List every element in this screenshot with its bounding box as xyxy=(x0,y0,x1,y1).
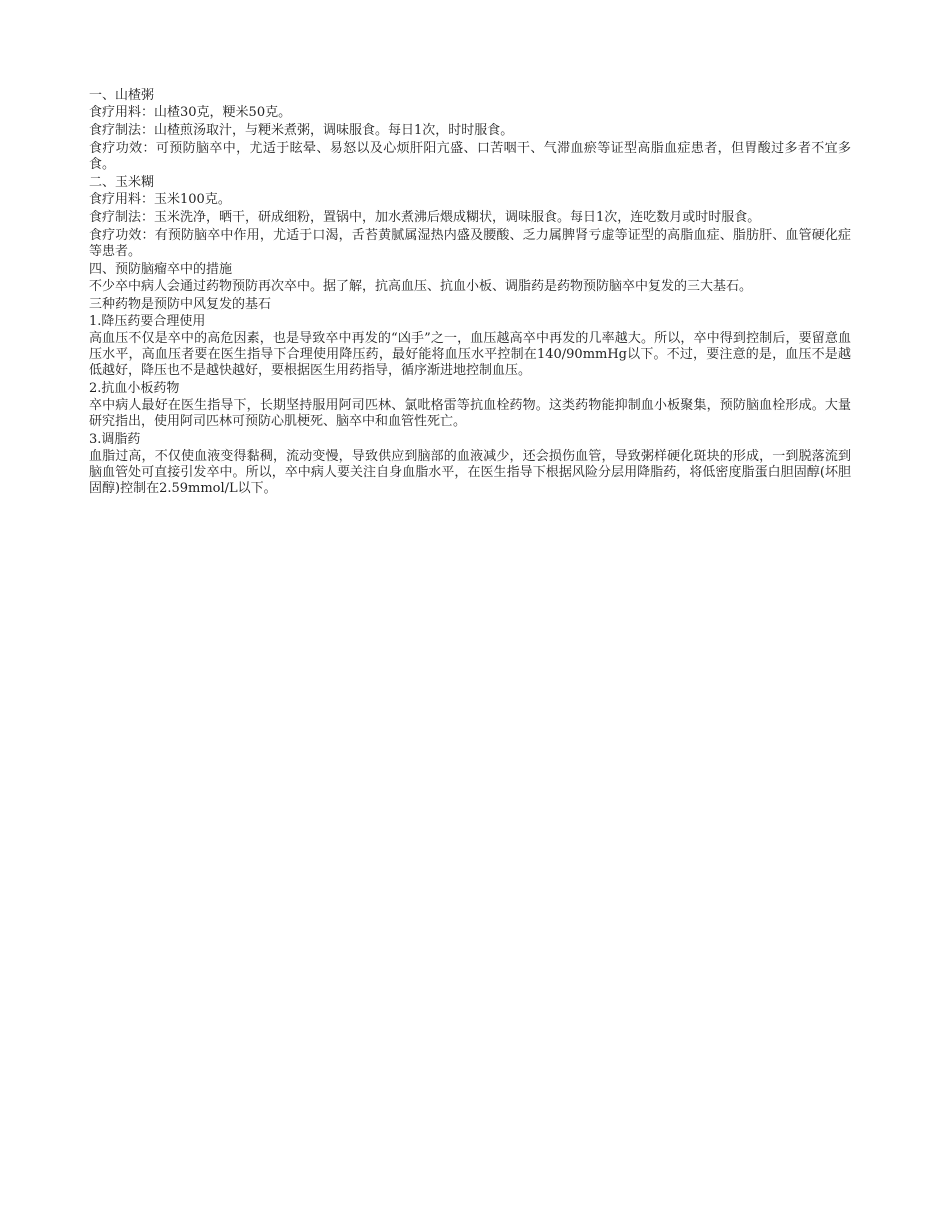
section-heading-hawthorn-porridge: 一、山楂粥 xyxy=(89,88,155,103)
paragraph-prevention-intro: 不少卒中病人会通过药物预防再次卒中。据了解，抗高血压、抗血小板、调脂药是药物预防脑卒中复发的三大基石。 xyxy=(89,279,753,294)
paragraph-corn-effect: 食疗功效：有预防脑卒中作用，尤适于口渴，舌苔黄腻属湿热内盛及腰酸、乏力属脾肾亏虚等证型的高脂血症、脂肪肝、血管硬化症等患者。 xyxy=(89,228,851,259)
paragraph-antiplatelet: 卒中病人最好在医生指导下，长期坚持服用阿司匹林、氯吡格雷等抗血栓药物。这类药物能抑制血小板聚集，预防脑血栓形成。大量研究指出，使用阿司匹林可预防心肌梗死、脑卒中和血管性死亡。 xyxy=(89,398,851,429)
paragraph-hawthorn-ingredients: 食疗用料：山楂30克，粳米50克。 xyxy=(89,105,292,120)
paragraph-lipid-lowering: 血脂过高，不仅使血液变得黏稠，流动变慢，导致供应到脑部的血液减少，还会损伤血管，导致粥样硬化斑块的形成，一到脱落流到脑血管处可直接引发卒中。所以，卒中病人要关注自身血脂水平，在医生指导下根据风险分层用降脂药，将低密度脂蛋白胆固醇(坏胆固醇)控制在2.59mmol/L以下。 xyxy=(89,449,851,496)
subheading-three-drugs: 三种药物是预防中风复发的基石 xyxy=(89,297,272,312)
subheading-lipid-lowering: 3.调脂药 xyxy=(89,432,141,447)
section-heading-corn-paste: 二、玉米糊 xyxy=(89,175,155,190)
paragraph-corn-method: 食疗制法：玉米洗净，晒干，研成细粉，置锅中，加水煮沸后煨成糊状，调味服食。每日1次，连吃数月或时时服食。 xyxy=(89,210,761,225)
document-body xyxy=(89,88,851,499)
subheading-antiplatelet: 2.抗血小板药物 xyxy=(89,381,180,396)
paragraph-antihypertensive: 高血压不仅是卒中的高危因素，也是导致卒中再发的“凶手”之一，血压越高卒中再发的几率越大。所以，卒中得到控制后，要留意血压水平，高血压者要在医生指导下合理使用降压药，最好能将血压水平控制在140/90mmHg以下。不过，要注意的是，血压不是越低越好，降压也不是越快越好，要根据医生用药指导，循序渐进地控制血压。 xyxy=(89,331,851,378)
paragraph-corn-ingredients: 食疗用料：玉米100克。 xyxy=(89,192,231,207)
paragraph-hawthorn-method: 食疗制法：山楂煎汤取汁，与粳米煮粥，调味服食。每日1次，时时服食。 xyxy=(89,123,514,138)
paragraph-hawthorn-effect: 食疗功效：可预防脑卒中，尤适于眩晕、易怒以及心烦肝阳亢盛、口苦咽干、气滞血瘀等证型高脂血症患者，但胃酸过多者不宜多食。 xyxy=(89,141,851,172)
section-heading-prevention-measures: 四、预防脑瘤卒中的措施 xyxy=(89,262,233,277)
subheading-antihypertensive: 1.降压药要合理使用 xyxy=(89,314,206,329)
